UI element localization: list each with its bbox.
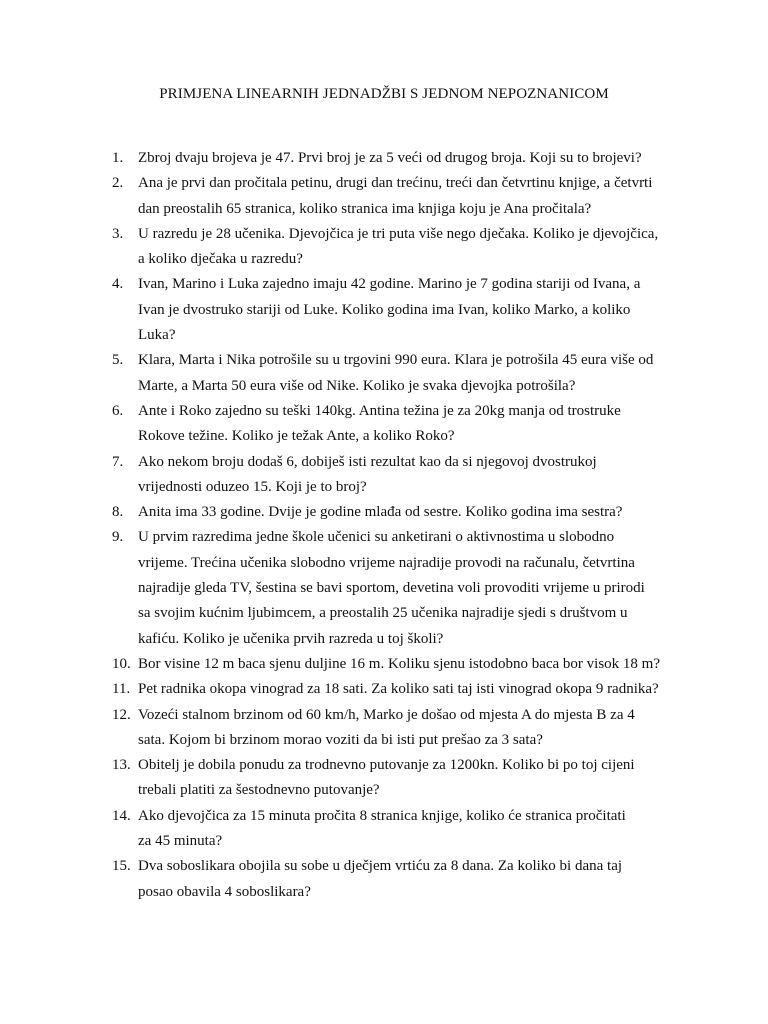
problem-item: [112, 222, 687, 273]
document-title: PRIMJENA LINEARNIH JEDNADŽBI S JEDNOM NEPOZNANICOM: [159, 86, 609, 102]
problem-text-line: Obitelj je dobila ponudu za trodnevno putovanje za 1200kn. Koliko bi po toj cijeni: [138, 757, 635, 774]
problem-item: [112, 525, 687, 651]
problem-item: [112, 652, 687, 677]
problem-text-line: Zbroj dvaju brojeva je 47. Prvi broj je za 5 veći od drugog broja. Koji su to brojevi?: [138, 150, 642, 166]
problem-item: [112, 804, 687, 855]
problem-text-line: Ako djevojčica za 15 minuta pročita 8 stranica knjige, koliko će stranica pročitati: [138, 807, 626, 824]
problem-item: [112, 272, 687, 348]
problem-number: 1.: [112, 150, 124, 166]
problem-number: 9.: [112, 529, 124, 546]
problem-text-line: sa svojim kućnim ljubimcem, a preostalih 25 učenika najradije sjedi s društvom u: [138, 605, 628, 622]
problem-number: 11.: [112, 681, 131, 698]
problem-number: 4.: [112, 276, 124, 293]
problem-number: 10.: [112, 655, 131, 672]
problem-item: [112, 500, 687, 525]
problem-number: 6.: [112, 402, 124, 419]
problem-number: 8.: [112, 504, 124, 521]
problem-list: [112, 146, 687, 905]
problem-text-line: Klara, Marta i Nika potrošile su u trgovini 990 eura. Klara je potrošila 45 eura više od: [138, 352, 654, 369]
problem-number: 12.: [112, 706, 131, 723]
problem-text-line: vrijeme. Trećina učenika slobodno vrijeme najradije provodi na računalu, četvrtina: [138, 554, 635, 571]
problem-text-line: Pet radnika okopa vinograd za 18 sati. Za koliko sati taj isti vinograd okopa 9 radnika?: [138, 681, 659, 698]
problem-number: 3.: [112, 225, 124, 242]
problem-text-line: Ivan, Marino i Luka zajedno imaju 42 godine. Marino je 7 godina stariji od Ivana, a: [138, 276, 641, 293]
problem-number: 2.: [112, 175, 124, 192]
problem-number: 15.: [112, 858, 131, 875]
problem-item: [112, 450, 687, 501]
problem-text-line: posao obavila 4 soboslikara?: [138, 883, 311, 900]
problem-item: [112, 677, 687, 702]
problem-text-line: Bor visine 12 m baca sjenu duljine 16 m. Koliku sjenu istodobno baca bor visok 18 m?: [138, 655, 661, 672]
problem-text-line: Rokove težine. Koliko je težak Ante, a koliko Roko?: [138, 428, 455, 445]
problem-number: 14.: [112, 807, 131, 824]
problem-text-line: za 45 minuta?: [138, 833, 223, 850]
problem-text-line: trebali platiti za šestodnevno putovanje?: [138, 782, 380, 799]
problem-number: 5.: [112, 352, 124, 369]
problem-number: 7.: [112, 453, 124, 470]
problem-text-line: Anita ima 33 godine. Dvije je godine mlađa od sestre. Koliko godina ima sestra?: [138, 504, 623, 521]
problem-text-line: a koliko dječaka u razredu?: [138, 251, 303, 268]
problem-text-line: Marte, a Marta 50 eura više od Nike. Koliko je svaka djevojka potrošila?: [138, 377, 576, 394]
problem-text-line: kafiću. Koliko je učenika prvih razreda u toj školi?: [138, 630, 444, 647]
problem-text-line: U prvim razredima jedne škole učenici su anketirani o aktivnostima u slobodno: [138, 529, 615, 546]
problem-item: [112, 753, 687, 804]
problem-item: [112, 399, 687, 450]
problem-text-line: Ako nekom broju dodaš 6, dobiješ isti rezultat kao da si njegovoj dvostrukoj: [138, 453, 597, 470]
problem-text-line: U razredu je 28 učenika. Djevojčica je tri puta više nego dječaka. Koliko je djevojčica,: [138, 225, 659, 242]
problem-text-line: Dva soboslikara obojila su sobe u dječjem vrtiću za 8 dana. Za koliko bi dana taj: [138, 858, 623, 875]
problem-item: [112, 703, 687, 754]
problem-text-line: Ana je prvi dan pročitala petinu, drugi dan trećinu, treći dan četvrtinu knjige, a četvrti: [138, 175, 653, 192]
problem-item: [112, 348, 687, 399]
problem-text-line: Ivan je dvostruko stariji od Luke. Koliko godina ima Ivan, koliko Marko, a koliko: [138, 301, 631, 318]
problem-text-line: vrijednosti oduzeo 15. Koji je to broj?: [138, 478, 367, 495]
problem-text-line: Ante i Roko zajedno su teški 140kg. Antina težina je za 20kg manja od trostruke: [138, 402, 621, 419]
problem-text-line: sata. Kojom bi brzinom morao voziti da bi isti put prešao za 3 sata?: [138, 731, 543, 748]
problem-number: 13.: [112, 757, 131, 774]
problem-item: [112, 146, 687, 171]
problem-item: [112, 171, 687, 222]
problem-item: [112, 854, 687, 905]
problem-text-line: Vozeći stalnom brzinom od 60 km/h, Marko je došao od mjesta A do mjesta B za 4: [138, 706, 635, 723]
problem-text-line: Luka?: [138, 327, 176, 344]
problem-text-line: dan preostalih 65 stranica, koliko stranica ima knjiga koju je Ana pročitala?: [138, 200, 592, 217]
problem-text-line: najradije gleda TV, šestina se bavi sportom, devetina voli provoditi vrijeme u prirodi: [138, 580, 645, 597]
